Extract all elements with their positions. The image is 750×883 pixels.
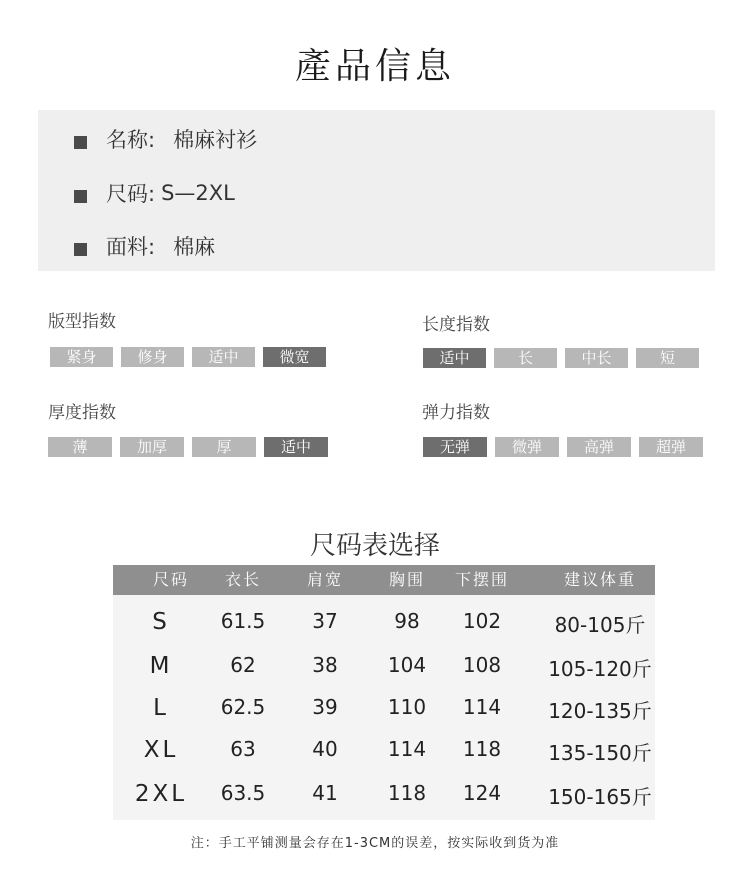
measurement-cell: 104 (387, 653, 427, 677)
square-bullet-icon (74, 190, 87, 203)
measurement-cell: 114 (462, 695, 502, 719)
measurement-cell: 118 (387, 781, 427, 805)
header-chest: 胸围 (388, 570, 425, 589)
fit-index-options (50, 347, 334, 367)
length-index-options (423, 348, 707, 368)
info-row-name (74, 124, 257, 154)
thickness-option-chip: 厚 (192, 437, 256, 457)
elasticity-index-title: 弹力指数 (422, 403, 490, 423)
measurement-cell: 105-120斤 (548, 657, 652, 681)
measurement-cell: 63.5 (220, 781, 266, 805)
measurement-cell: 110 (387, 695, 427, 719)
measurement-cell: 61.5 (220, 609, 266, 633)
product-info-panel (38, 110, 715, 271)
measurement-cell: 37 (312, 609, 338, 633)
info-row-fabric (74, 231, 215, 261)
header-weight: 建议体重 (563, 570, 636, 589)
fit-option-chip: 紧身 (50, 347, 113, 367)
measurement-cell: 41 (312, 781, 338, 805)
measurement-cell: 102 (462, 609, 502, 633)
info-label: 名称: (106, 128, 156, 152)
size-cell: M (149, 653, 173, 679)
elasticity-option-chip: 超弹 (639, 437, 703, 457)
elasticity-index-options (423, 437, 711, 457)
square-bullet-icon (74, 136, 87, 149)
length-option-chip: 长 (494, 348, 557, 368)
measurement-cell: 108 (462, 653, 502, 677)
size-cell: S (152, 609, 170, 635)
info-row-size (74, 178, 235, 208)
elasticity-option-chip: 无弹 (423, 437, 487, 457)
measurement-cell: 98 (394, 609, 420, 633)
info-label: 尺码: (106, 182, 156, 206)
measurement-cell: 40 (312, 737, 338, 761)
length-option-chip: 适中 (423, 348, 486, 368)
elasticity-option-chip: 微弹 (495, 437, 559, 457)
length-index-title: 长度指数 (422, 315, 490, 335)
header-shoulder: 肩宽 (306, 570, 343, 589)
measurement-cell: 80-105斤 (554, 613, 646, 637)
size-cell: L (153, 695, 169, 721)
measurement-cell: 62 (230, 653, 256, 677)
measurement-note: 注：手工平铺测量会存在1-3CM的误差，按实际收到货为准 (190, 836, 560, 851)
elasticity-option-chip: 高弹 (567, 437, 631, 457)
thickness-option-chip: 薄 (48, 437, 112, 457)
size-table-header (113, 565, 655, 595)
size-cell: XL (143, 737, 179, 763)
thickness-index-options (48, 437, 336, 457)
info-value: 棉麻 (173, 235, 216, 259)
square-bullet-icon (74, 243, 87, 256)
size-table-title: 尺码表选择 (309, 531, 440, 561)
header-hem: 下摆围 (454, 570, 509, 589)
fit-option-chip: 修身 (121, 347, 184, 367)
header-size: 尺码 (152, 570, 189, 589)
measurement-cell: 39 (312, 695, 338, 719)
info-label: 面料: (106, 235, 156, 259)
length-option-chip: 短 (636, 348, 699, 368)
thickness-index-title: 厚度指数 (48, 403, 116, 423)
thickness-option-chip: 适中 (264, 437, 328, 457)
measurement-cell: 62.5 (220, 695, 266, 719)
measurement-cell: 135-150斤 (548, 741, 652, 765)
measurement-cell: 124 (462, 781, 502, 805)
measurement-cell: 114 (387, 737, 427, 761)
fit-index-title: 版型指数 (48, 312, 116, 332)
fit-option-chip: 适中 (192, 347, 255, 367)
fit-option-chip: 微宽 (263, 347, 326, 367)
length-option-chip: 中长 (565, 348, 628, 368)
page-title: 產品信息 (294, 46, 455, 87)
measurement-cell: 118 (462, 737, 502, 761)
info-value: S—2XL (161, 181, 235, 205)
thickness-option-chip: 加厚 (120, 437, 184, 457)
info-value: 棉麻衬衫 (173, 128, 258, 152)
size-table (113, 565, 655, 820)
size-cell: 2XL (134, 781, 188, 807)
header-length: 衣长 (224, 570, 261, 589)
measurement-cell: 150-165斤 (548, 785, 652, 809)
measurement-cell: 38 (312, 653, 338, 677)
measurement-cell: 63 (230, 737, 256, 761)
measurement-cell: 120-135斤 (548, 699, 652, 723)
